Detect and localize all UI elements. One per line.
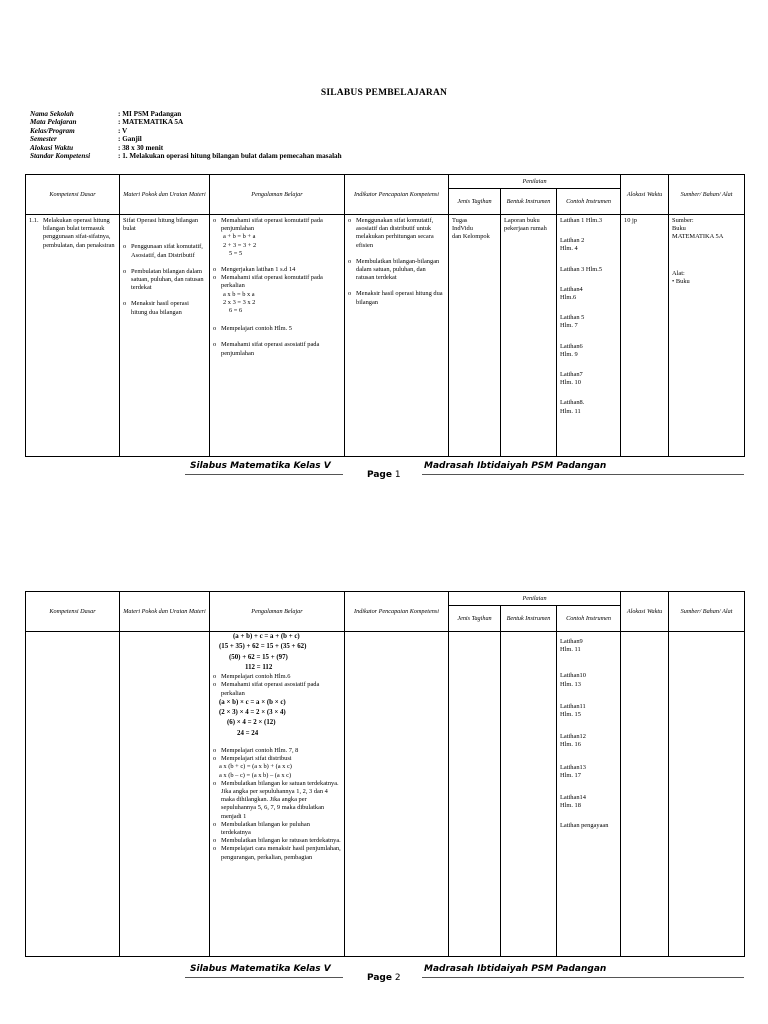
meta-value: : 38 x 30 menit [118,143,164,152]
cell-contoh [557,632,621,957]
formula-line: (50) + 62 = 15 + (97) [229,653,288,661]
contoh-line: Latihan8. [560,399,585,407]
formula-line: a x (b + c) = (a x b) + (a x c) [219,763,292,771]
indikator-item: o Membulatkan bilangan-bilangan dalam satuan, puluhan, dan ratusan terdekat [348,258,445,283]
formula-line: 6 = 6 [229,307,243,315]
header-penilaian: Penilaian [449,175,621,189]
contoh-line: Latihan7 [560,371,583,379]
header-pengalaman: Pengalaman Belajar [210,592,345,632]
jenis-line: dan Kelompok [452,233,490,241]
pengalaman-item: o Memahami sifat operasi komutatif pada perkalian [213,274,341,290]
header-jenis: Jenis Tagihan [449,189,501,215]
jenis-line: Tugas [452,217,468,224]
page-number [367,470,401,480]
contoh-line: Hlm. 18 [560,802,581,810]
header-indikator: Indikator Pencapaian Kompetensi [345,592,449,632]
cell-indikator [345,632,449,957]
kompetensi-text: Melakukan operasi hitung bilangan bulat termasuk penggunaan sifat-sifatnya, pembulatan, dan penaksiran [43,217,115,249]
contoh-line: Hlm. 11 [560,646,581,654]
meta-label: Alokasi Waktu [30,143,74,152]
contoh-line: Latihan pengayaan [560,822,609,830]
formula-line: (15 + 35) + 62 = 15 + (35 + 62) [219,643,307,651]
document-title: SILABUS PEMBELAJARAN [320,88,448,98]
meta-row [30,118,342,126]
cell-materi [120,215,210,457]
header-bentuk: Bentuk Instrumen [501,189,557,215]
syllabus-table-page-2 [25,591,745,957]
alokasi-text: 10 jp [624,217,637,224]
meta-value: : MATEMATIKA 5A [118,118,184,127]
kompetensi-item [29,217,116,250]
contoh-line: Latihan11 [560,702,586,710]
pengalaman-item: o Mempelajari contoh Hlm. 5 [213,325,341,333]
meta-label: Kelas/Program [30,126,75,135]
contoh-line: Hlm. 11 [560,407,581,415]
cell-kompetensi [26,215,120,457]
pengalaman-item: o Mempelajari sifat distribusi [213,755,341,763]
formula-line: 24 = 24 [237,729,259,737]
alat-label: Alat: [672,269,685,277]
cell-pengalaman [210,632,345,957]
sumber-line: MATEMATIKA 5A [672,233,724,241]
meta-row [30,135,342,143]
cell-contoh [557,215,621,457]
contoh-line: Latihan12 [560,733,586,741]
contoh-line: Hlm. 4 [560,245,578,253]
formula-line: 2 x 3 = 3 x 2 [223,298,256,306]
footer-rule [185,977,343,978]
bentuk-text: Laporan buku pekerjaan rumah [504,217,547,233]
contoh-line: Latihan9 [560,638,583,645]
materi-item: o Menaksir hasil operasi hitung dua bilangan [123,300,206,316]
pengalaman-item: o Mempelajari contoh Hlm. 7, 8 [213,747,341,755]
pengalaman-item: o Membulatkan bilangan ke puluhan terdekatnya [213,821,341,837]
meta-value: : 1. Melakukan operasi hitung bilangan bulat dalam pemecahan masalah [118,152,342,161]
formula-line: a x (b – c) = (a x b) – (a x c) [219,771,292,779]
cell-indikator [345,215,449,457]
contoh-line: Latihan 5 [560,314,585,322]
jenis-line: IndVidu [452,225,473,233]
cell-kompetensi [26,632,120,957]
header-sumber: Sumber/ Bahan/ Alat [669,592,745,632]
formula-line: 2 + 3 = 3 + 2 [223,241,257,249]
footer-rule [422,474,744,475]
meta-value: : V [118,126,128,135]
contoh-line: Latihan 3 Hlm.5 [560,265,603,273]
cell-jenis [449,632,501,957]
contoh-line: Latihan 1 Hlm.3 [560,217,603,224]
pengalaman-item: o Mempelajari cara menaksir hasil penjumlahan, pengurangan, perkalian, pembagian [213,845,341,861]
cell-jenis [449,215,501,457]
page-word: Page [367,470,392,480]
meta-row [30,127,342,135]
header-materi: Materi Pokok dan Uraian Materi [120,592,210,632]
meta-label: Standar Kompetensi [30,152,91,161]
header-sumber: Sumber/ Bahan/ Alat [669,175,745,215]
meta-label: Mata Pelajaran [30,118,77,127]
indikator-item: o Menggunakan sifat komutatif, asosiatif dan distributif untuk melakukan perhitungan secara efisien [348,217,445,250]
contoh-line: Latihan 2 [560,237,585,245]
header-indikator: Indikator Pencapaian Kompetensi [345,175,449,215]
page-number [367,973,401,983]
pengalaman-item: o Membulatkan bilangan ke satuan terdekatnya. Jika angka per sepuluhannya 1, 2, 3 dan 4 maka dihilangkan. Jika angka per sepuluhannya 5, 6, 7, 9 maka dibulatkan menjadi 1 [213,780,341,821]
header-alokasi: Alokasi Waktu [621,592,669,632]
header-materi: Materi Pokok dan Uraian Materi [120,175,210,215]
materi-item: o Penggunaan sifat komutatif, Asosiatif, dan Distributif [123,243,206,259]
pengalaman-item: o Memahami sifat operasi komutatif pada penjumlahan [213,217,341,233]
header-contoh: Contoh Instrumen [557,606,621,632]
contoh-line: Hlm. 10 [560,379,581,387]
header-kompetensi: Kompetensi Dasar [26,592,120,632]
meta-value: : MI PSM Padangan [118,110,182,118]
sumber-line: Buku [672,225,686,233]
footer-rule [422,977,744,978]
header-contoh: Contoh Instrumen [557,189,621,215]
syllabus-meta [30,110,342,160]
meta-value: : Ganjil [118,135,142,144]
cell-materi [120,632,210,957]
footer-right-text: Madrasah Ibtidaiyah PSM Padangan [424,964,607,974]
document-page-1 [0,0,768,500]
contoh-line: Latihan13 [560,763,586,771]
cell-bentuk [501,215,557,457]
contoh-line: Hlm. 15 [560,711,581,719]
pengalaman-item: o Membulatkan bilangan ke ratusan terdekatnya. [213,837,341,845]
footer-rule [185,474,343,475]
indikator-item: o Menaksir hasil operasi hitung dua bilangan [348,290,445,306]
materi-title: Sifat Operasi hitung bilangan bulat [123,217,199,233]
formula-line: (a + b) + c = a + (b + c) [233,633,300,640]
header-pengalaman: Pengalaman Belajar [210,175,345,215]
footer-left-text: Silabus Matematika Kelas V [190,964,331,974]
contoh-line: Hlm. 17 [560,771,581,779]
cell-pengalaman [210,215,345,457]
footer-left-text: Silabus Matematika Kelas V [190,461,331,471]
page-number-value: 2 [394,973,401,983]
contoh-line: Latihan14 [560,794,586,802]
contoh-line: Hlm. 16 [560,741,581,749]
meta-label: Nama Sekolah [30,110,74,118]
alat-item: • Buku [672,277,690,285]
meta-row [30,144,342,152]
contoh-line: Latihan10 [560,672,586,680]
meta-row [30,110,342,118]
formula-line: (a × b) × c = a × (b × c) [219,698,286,706]
sumber-line: Sumber: [672,217,694,224]
header-jenis: Jenis Tagihan [449,606,501,632]
formula-line: a x b = b x a [223,290,255,298]
contoh-line: Hlm. 9 [560,350,578,358]
header-penilaian: Penilaian [449,592,621,606]
cell-alokasi [621,215,669,457]
contoh-line: Hlm. 13 [560,680,581,688]
contoh-line: Latihan4 [560,285,583,293]
materi-item: o Pembulatan bilangan dalam satuan, puluhan, dan ratusan terdekat [123,268,206,293]
cell-alokasi [621,632,669,957]
contoh-line: Latihan6 [560,342,583,350]
header-kompetensi: Kompetensi Dasar [26,175,120,215]
contoh-line: Hlm.6 [560,294,577,302]
pengalaman-item: o Memahami sifat operasi asosiatif pada perkalian [213,681,341,697]
footer-right-text: Madrasah Ibtidaiyah PSM Padangan [424,461,607,471]
pengalaman-item: o Mengerjakan latihan 1 s.d 14 [213,266,341,274]
kompetensi-number: 1.1. [29,217,39,224]
formula-line: a + b = b + a [223,233,256,241]
syllabus-table-page-1 [25,174,745,457]
formula-line: (6) × 4 = 2 × (12) [227,719,276,727]
cell-bentuk [501,632,557,957]
header-alokasi: Alokasi Waktu [621,175,669,215]
contoh-line: Hlm. 7 [560,322,578,330]
pengalaman-item: o Memahami sifat operasi asosiatif pada penjumlahan [213,341,341,357]
formula-line: 112 = 112 [245,663,273,671]
formula-line: 5 = 5 [229,249,243,257]
cell-sumber [669,215,745,457]
document-page-2 [0,500,768,1024]
header-bentuk: Bentuk Instrumen [501,606,557,632]
formula-line: (2 × 3) × 4 = 2 × (3 × 4) [219,709,286,717]
meta-label: Semester [30,135,57,144]
meta-row [30,152,342,160]
page-number-value: 1 [394,470,401,480]
cell-sumber [669,632,745,957]
pengalaman-item: o Mempelajari contoh Hlm.6 [213,673,341,681]
page-word: Page [367,973,392,983]
